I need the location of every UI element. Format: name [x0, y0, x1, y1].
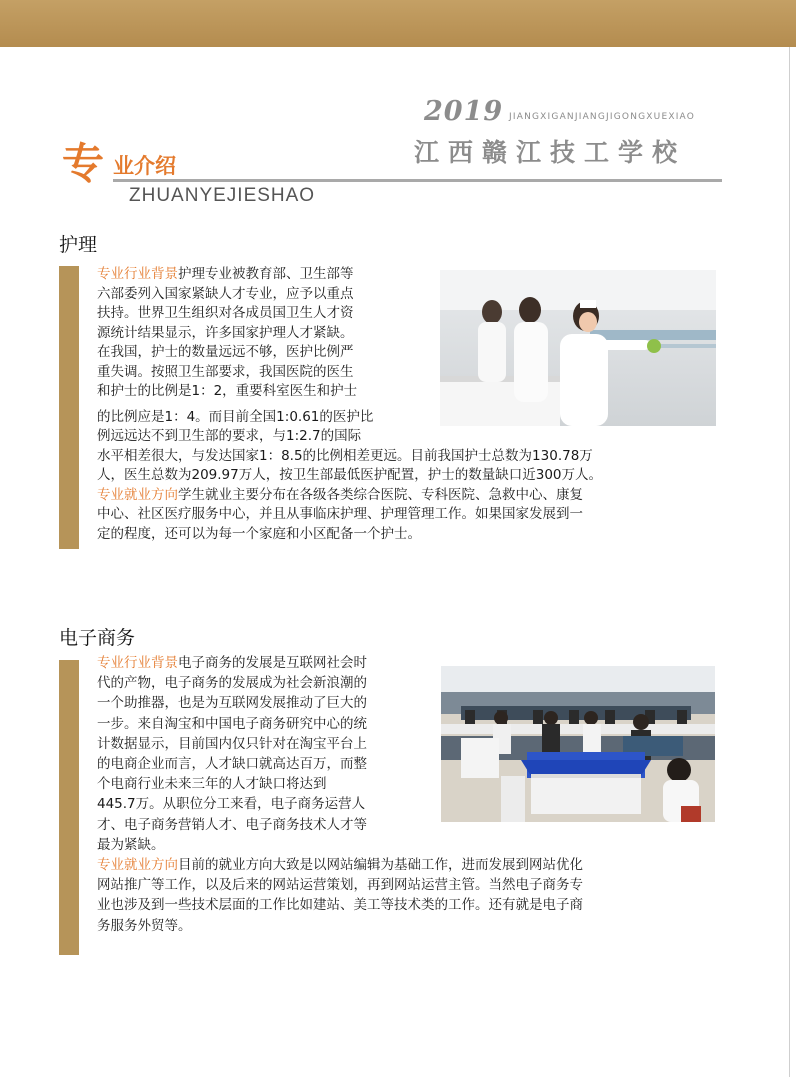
- right-border-line: [789, 47, 790, 1077]
- nursing-line: 水平相差很大，与发达国家1：8.5的比例相差更远。目前我国护士总数为130.78万: [97, 447, 593, 464]
- nursing-line: 定的程度，还可以为每一个家庭和小区配备一个护士。: [97, 525, 421, 542]
- accent-bar-ecommerce: [59, 660, 79, 955]
- section-title-pinyin: ZHUANYEJIESHAO: [129, 185, 316, 206]
- ecommerce-line: 个电商行业未来三年的人才缺口将达到: [97, 776, 327, 793]
- top-gold-band: [0, 0, 796, 47]
- ecommerce-line: 电子商务的发展是互联网社会时: [178, 655, 367, 671]
- ecommerce-line: 才、电子商务营销人才、电子商务技术人才等: [97, 816, 367, 833]
- nursing-line: 和护士的比例是1：2，重要科室医生和护士: [97, 383, 358, 399]
- ecommerce-line: 计数据显示，目前国内仅只针对在淘宝平台上: [97, 735, 367, 752]
- ecommerce-line: 业也涉及到一些技术层面的工作比如建站、美工等技术类的工作。还有就是电子商: [97, 897, 583, 914]
- nursing-line: 源统计结果显示，许多国家护理人才紧缺。: [97, 324, 354, 341]
- nursing-line: 扶持。世界卫生组织对各成员国卫生人才资: [97, 305, 354, 321]
- ecommerce-line: 一步。来自淘宝和中国电子商务研究中心的统: [97, 715, 367, 732]
- industry-background-label: 专业行业背景: [97, 655, 178, 671]
- employment-direction-label: 专业就业方向: [97, 857, 178, 874]
- nursing-line: 人，医生总数为209.97万人，按卫生部最低医护配置，护士的数量缺口近300万人。: [97, 467, 603, 483]
- major-title-ecommerce: 电子商务: [59, 627, 136, 649]
- school-pinyin: JIANGXIGANJIANGJIGONGXUEXIAO: [509, 112, 696, 122]
- ecommerce-line: 目前的就业方向大致是以网站编辑为基础工作，进而发展到网站优化: [178, 857, 583, 874]
- industry-background-label: 专业行业背景: [97, 266, 178, 282]
- nursing-line: 重失调。按照卫生部要求，我国医院的医生: [97, 363, 354, 380]
- ecommerce-line: 代的产物，电子商务的发展成为社会新浪潮的: [97, 675, 367, 692]
- school-name: 江西赣江技工学校: [414, 138, 687, 167]
- ecommerce-line: 的电商企业而言，人才缺口就高达百万，而整: [97, 756, 367, 773]
- nursing-text: [97, 265, 602, 544]
- major-title-nursing: 护理: [59, 234, 98, 256]
- section-title-first-char: 专: [62, 139, 105, 188]
- ecommerce-line: 网站推广等工作，以及后来的网站运营策划，再到网站运营主管。当然电子商务专: [97, 877, 583, 894]
- employment-direction-label: 专业就业方向: [97, 486, 178, 503]
- nursing-line: 护理专业被教育部、卫生部等: [178, 266, 354, 282]
- nursing-line: 在我国，护士的数量远远不够，医护比例严: [97, 344, 354, 360]
- ecommerce-line: 445.7万。从职位分工来看，电子商务运营人: [97, 796, 366, 813]
- accent-bar-nursing: [59, 266, 79, 549]
- ecommerce-text: [97, 653, 583, 936]
- ecommerce-line: 务服务外贸等。: [97, 917, 192, 934]
- ecommerce-line: 最为紧缺。: [97, 836, 165, 853]
- ecommerce-line: 一个助推器，也是为互联网发展推动了巨大的: [97, 695, 367, 712]
- nursing-line: 六部委列入国家紧缺人才专业，应予以重点: [97, 285, 354, 302]
- section-title: 业介绍: [113, 154, 176, 178]
- nursing-line: 中心、社区医疗服务中心，并且从事临床护理、护理管理工作。如果国家发展到一: [97, 506, 583, 522]
- nursing-line: 学生就业主要分布在各级各类综合医院、专科医院、急救中心、康复: [178, 486, 583, 503]
- nursing-line: 例远远达不到卫生部的要求，与1:2.7的国际: [97, 428, 362, 444]
- nursing-line: 的比例应是1：4。而目前全国1:0.61的医护比: [97, 408, 374, 425]
- section-title-rule: [113, 179, 722, 182]
- header-year: 2019: [424, 96, 504, 127]
